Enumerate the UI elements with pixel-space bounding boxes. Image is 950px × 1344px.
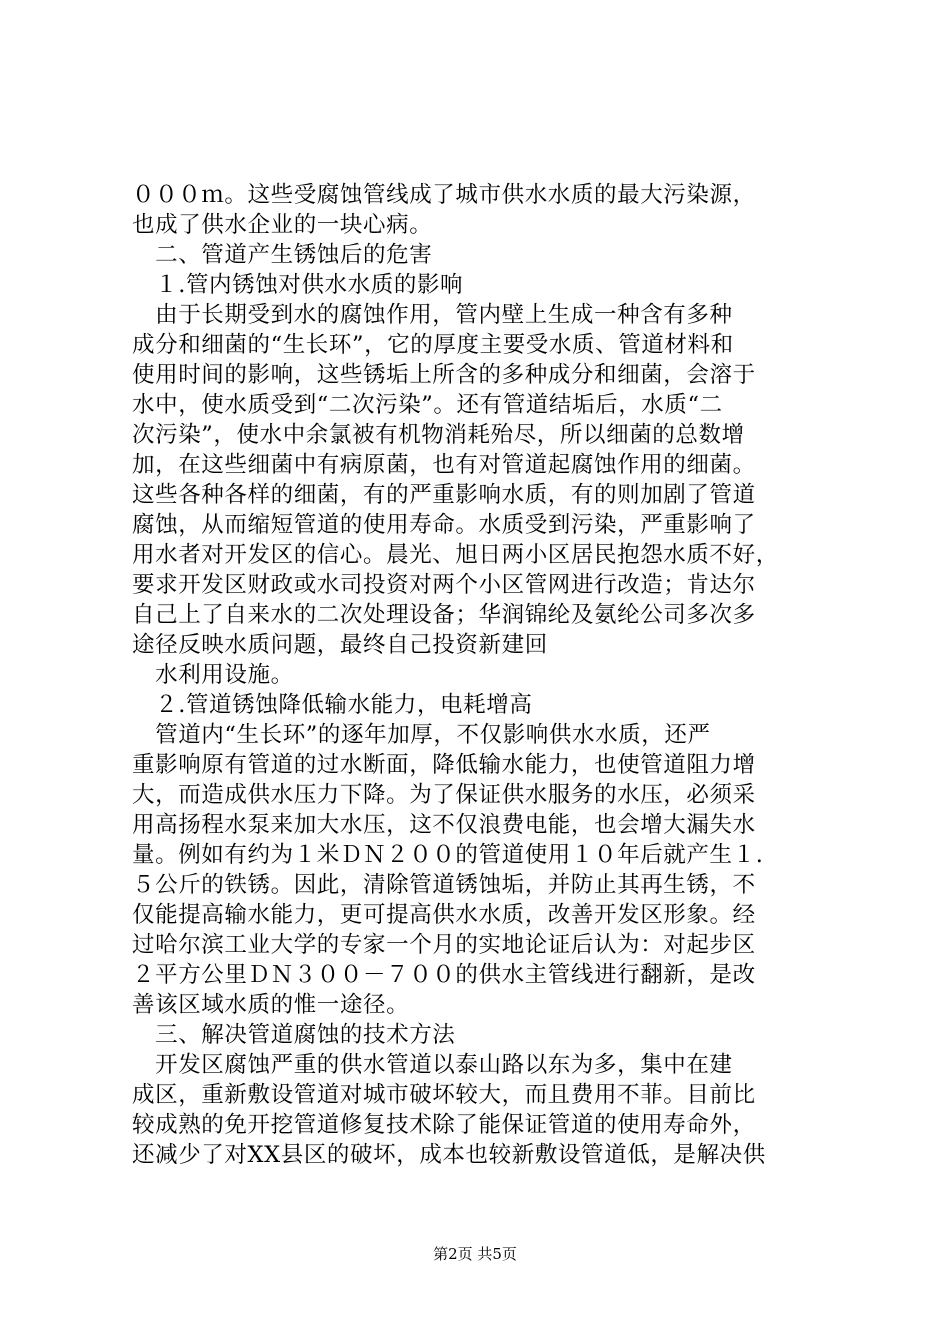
text-line: ５公斤的铁锈。因此，清除管道锈蚀垢，并防止其再生锈，不 [132, 872, 756, 898]
page-number-footer: 第2页 共5页 [433, 1245, 517, 1263]
text-line: 使用时间的影响，这些锈垢上所含的多种成分和细菌，会溶于 [132, 362, 756, 388]
text-line: 较成熟的免开挖管道修复技术除了能保证管道的使用寿命外， [132, 1112, 756, 1138]
text-line: 重影响原有管道的过水断面，降低输水能力，也使管道阻力增 [132, 752, 756, 778]
text-line: 用高扬程水泵来加大水压，这不仅浪费电能，也会增大漏失水 [132, 812, 756, 838]
text-line: ２平方公里ＤＮ３００－７００的供水主管线进行翻新，是改 [132, 962, 756, 988]
text-line: 途径反映水质问题，最终自己投资新建回 [132, 632, 548, 658]
text-line: 由于长期受到水的腐蚀作用，管内壁上生成一种含有多种 [132, 302, 733, 328]
text-line: 还减少了对XX县区的破坏，成本也较新敷设管道低，是解决供 [132, 1142, 766, 1168]
text-line: 腐蚀，从而缩短管道的使用寿命。水质受到污染，严重影响了 [132, 512, 756, 538]
text-line: 仅能提高输水能力，更可提高供水水质，改善开发区形象。经 [132, 902, 756, 928]
text-line: 善该区域水质的惟一途径。 [132, 992, 410, 1018]
text-line: 用水者对开发区的信心。晨光、旭日两小区居民抱怨水质不好， [132, 542, 779, 568]
text-line: 大，而造成供水压力下降。为了保证供水服务的水压，必须采 [132, 782, 756, 808]
subsection-heading: １.管内锈蚀对供水水质的影响 [132, 272, 464, 298]
text-line: 这些各种各样的细菌，有的严重影响水质，有的则加剧了管道 [132, 482, 756, 508]
text-line: ０００ｍ。这些受腐蚀管线成了城市供水水质的最大污染源， [132, 182, 756, 208]
text-line: 成区，重新敷设管道对城市破坏较大，而且费用不菲。目前比 [132, 1082, 756, 1108]
text-line: 自己上了自来水的二次处理设备；华润锦纶及氨纶公司多次多 [132, 602, 756, 628]
section-heading: 二、管道产生锈蚀后的危害 [132, 242, 433, 268]
text-line: 成分和细菌的“生长环”，它的厚度主要受水质、管道材料和 [132, 332, 734, 358]
section-heading: 三、解决管道腐蚀的技术方法 [132, 1022, 456, 1048]
text-line: 水利用设施。 [132, 662, 294, 688]
text-line: 次污染”，使水中余氯被有机物消耗殆尽，所以细菌的总数增 [132, 422, 745, 448]
text-line: 过哈尔滨工业大学的专家一个月的实地论证后认为：对起步区 [132, 932, 756, 958]
text-line: 要求开发区财政或水司投资对两个小区管网进行改造；肯达尔 [132, 572, 756, 598]
text-line: 开发区腐蚀严重的供水管道以泰山路以东为多，集中在建 [132, 1052, 733, 1078]
text-line: 也成了供水企业的一块心病。 [132, 212, 433, 238]
text-line: 量。例如有约为１米ＤＮ２００的管道使用１０年后就产生１. [132, 842, 764, 868]
text-line: 加，在这些细菌中有病原菌，也有对管道起腐蚀作用的细菌。 [132, 452, 756, 478]
subsection-heading: ２.管道锈蚀降低输水能力，电耗增高 [132, 692, 533, 718]
text-line: 管道内“生长环”的逐年加厚，不仅影响供水水质，还严 [132, 722, 711, 748]
text-line: 水中，使水质受到“二次污染”。还有管道结垢后，水质“二 [132, 392, 723, 418]
